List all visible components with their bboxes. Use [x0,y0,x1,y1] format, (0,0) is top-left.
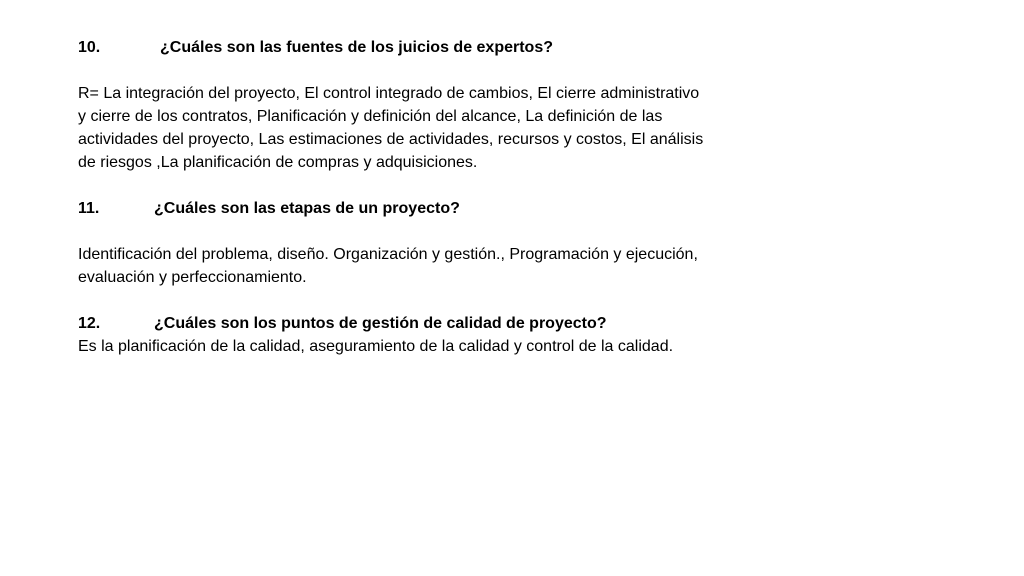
answer-11-line-1: Identificación del problema, diseño. Organización y gestión., Programación y ejecución, [78,246,698,263]
question-10-text: ¿Cuáles son las fuentes de los juicios de expertos? [160,39,553,56]
spacer [78,59,778,82]
question-12-number: 12. [78,315,101,332]
question-11 [78,197,778,220]
answer-12-line-1: Es la planificación de la calidad, aseguramiento de la calidad y control de la calidad. [78,338,674,355]
spacer [78,174,778,197]
answer-10-line-2: y cierre de los contratos, Planificación y definición del alcance, La definición de las [78,108,663,125]
answer-10-line-1: R= La integración del proyecto, El control integrado de cambios, El cierre administrativo [78,85,700,102]
slide-content [78,36,778,358]
answer-11-line-2: evaluación y perfeccionamiento. [78,269,307,286]
spacer [78,220,778,243]
answer-10-line-3: actividades del proyecto, Las estimaciones de actividades, recursos y costos, El análisis [78,131,704,148]
question-11-text: ¿Cuáles son las etapas de un proyecto? [154,200,460,217]
question-12 [78,312,778,335]
spacer [78,289,778,312]
question-11-number: 11. [78,200,100,217]
question-10 [78,36,778,59]
answer-10-line-4: de riesgos ,La planificación de compras y adquisiciones. [78,154,478,171]
question-10-number: 10. [78,39,101,56]
question-12-text: ¿Cuáles son los puntos de gestión de calidad de proyecto? [154,315,607,332]
